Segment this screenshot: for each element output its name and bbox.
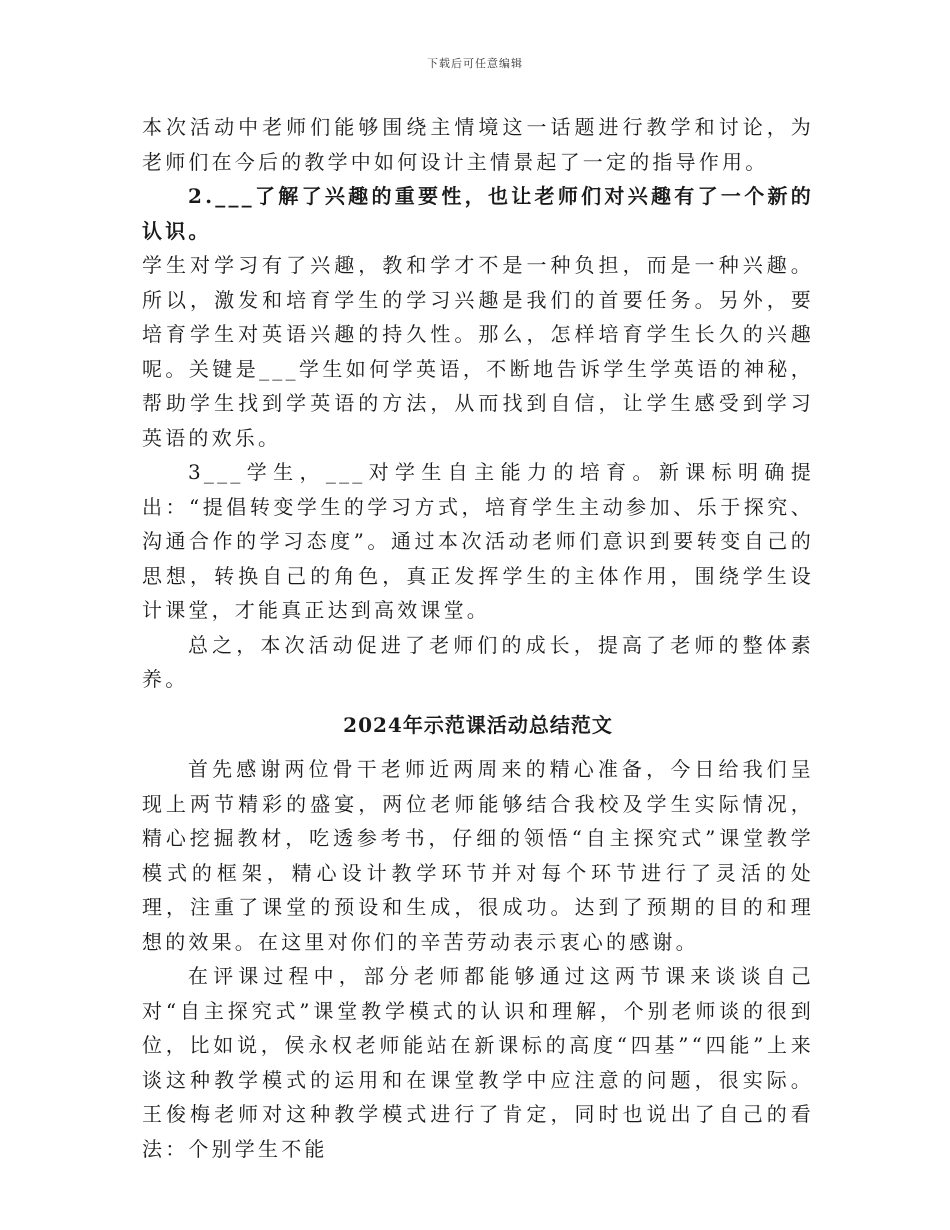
paragraph-point-3: 3___学生，___对学生自主能力的培育。新课标明确提出：“提倡转变学生的学习方式，培育学生主动参加、乐于探究、沟通合作的学习态度”。通过本次活动老师们意识到要转变自己的思想，转换自己的角色，真正发挥学生的主体作用，围绕学生设计课堂，才能真正达到高效课堂。: [142, 460, 814, 622]
paragraph-thanks: 首先感谢两位骨干老师近两周来的精心准备，今日给我们呈现上两节精彩的盛宴，两位老师能够结合我校及学生实际情况，精心挖掘教材，吃透参考书，仔细的领悟“自主探究式”课堂教学模式的框架，精心设计教学环节并对每个环节进行了灵活的处理，注重了课堂的预设和生成，很成功。达到了预期的目的和理想的效果。在这里对你们的辛苦劳动表示衷心的感谢。: [142, 757, 814, 954]
document-body: [142, 110, 814, 1166]
page-header-note: 下载后可任意编辑: [427, 57, 523, 70]
section-title: 2024年示范课活动总结范文: [343, 712, 613, 737]
paragraph-point-2-heading: 2.___了解了兴趣的重要性，也让老师们对兴趣有了一个新的认识。: [142, 184, 814, 243]
paragraph-point-2-body: 学生对学习有了兴趣，教和学才不是一种负担，而是一种兴趣。所以，激发和培育学生的学习兴趣是我们的首要任务。另外，要培育学生对英语兴趣的持久性。那么，怎样培育学生长久的兴趣呢。关键是___学生如何学英语，不断地告诉学生学英语的神秘，帮助学生找到学英语的方法，从而找到自信，让学生感受到学习英语的欢乐。: [142, 253, 814, 450]
paragraph-continuation: 本次活动中老师们能够围绕主情境这一话题进行教学和讨论，为老师们在今后的教学中如何设计主情景起了一定的指导作用。: [142, 115, 814, 174]
paragraph-review: 在评课过程中，部分老师都能够通过这两节课来谈谈自己对“自主探究式”课堂教学模式的认识和理解，个别老师谈的很到位，比如说，侯永权老师能站在新课标的高度“四基”“四能”上来谈这种教学模式的运用和在课堂教学中应注意的问题，很实际。王俊梅老师对这种教学模式进行了肯定，同时也说出了自己的看法：个别学生不能: [142, 964, 814, 1161]
paragraph-summary: 总之，本次活动促进了老师们的成长，提高了老师的整体素养。: [142, 632, 814, 691]
